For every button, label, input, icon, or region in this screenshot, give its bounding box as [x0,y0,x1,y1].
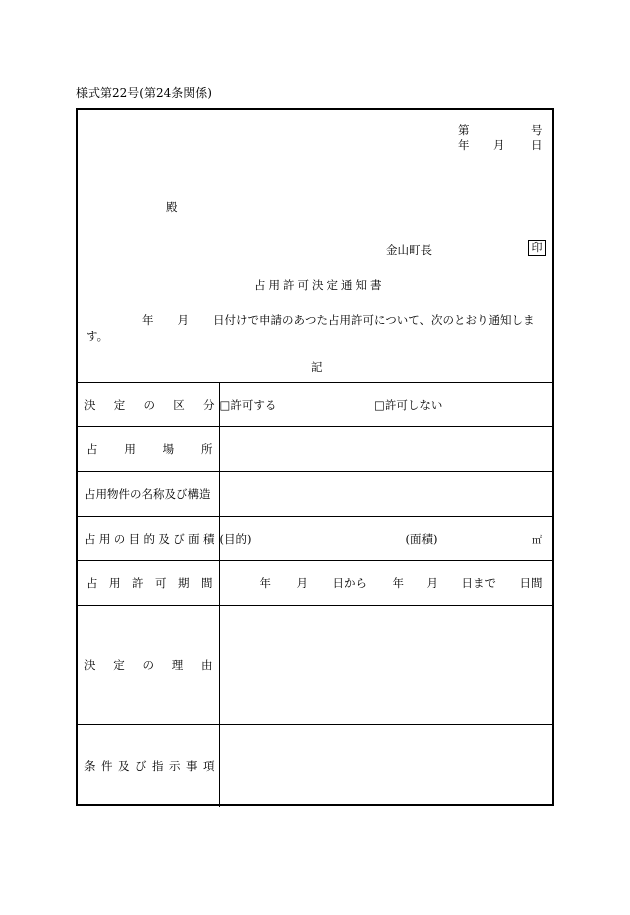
issuer-name: 金山町長 [386,243,432,257]
object-row [78,472,554,517]
purpose-field-label: (目的) [219,531,252,546]
purpose-value[interactable] [219,517,554,561]
intro-month: 月 [177,313,189,327]
details-table [78,382,554,807]
intro-text: 日付けで申請のあつた占用許可について、次のとおり通知します。 [86,313,535,343]
area-field-label: (面積) [405,531,438,546]
period-row [78,561,554,606]
conditions-row [78,725,554,807]
period-start-month: 月 [296,576,308,590]
permit-checkbox[interactable]: □許可する [219,397,277,412]
conditions-label: 条 件 及 び 指 示 事 項 [78,725,219,807]
period-start-day: 日から [332,576,367,590]
addressee-honorific: 殿 [166,200,178,214]
reason-label: 決 定 の 理 由 [78,606,219,725]
decision-value [219,383,554,427]
purpose-row [78,517,554,561]
permit-decision-form [76,108,554,806]
deny-checkbox[interactable]: □許可しない [374,397,443,412]
period-end-month: 月 [426,576,438,590]
period-value[interactable] [219,561,554,606]
object-value[interactable] [219,472,554,517]
ki-notation: 記 [311,360,323,374]
document-title: 占用許可決定通知書 [254,278,385,292]
intro-paragraph [86,312,548,344]
area-unit: ㎡ [532,535,542,546]
label-chars: 決 定 の 区 分 [84,397,215,412]
period-end-day: 日まで [461,576,496,590]
number-prefix: 第 [458,123,470,137]
decision-row [78,383,554,427]
intro-year: 年 [142,313,154,327]
place-row [78,427,554,472]
seal-stamp: 印 [528,240,546,256]
date-day: 日 [531,138,543,152]
period-start-year: 年 [259,576,271,590]
object-label: 占用物件の名称及び構造 [78,472,219,517]
date-year: 年 [458,138,470,152]
place-value[interactable] [219,427,554,472]
period-label: 占 用 許 可 期 間 [78,561,219,606]
place-label: 占 用 場 所 [78,427,219,472]
reason-row [78,606,554,725]
conditions-value[interactable] [219,725,554,807]
period-end-year: 年 [392,576,404,590]
number-suffix: 号 [531,123,543,137]
period-days: 日間 [519,576,543,590]
purpose-label: 占 用 の 目 的 及 び 面 積 [78,517,219,561]
reason-value[interactable] [219,606,554,725]
date-month: 月 [493,138,505,152]
decision-label [78,383,219,427]
form-number-caption: 様式第22号(第24条関係) [76,86,212,100]
